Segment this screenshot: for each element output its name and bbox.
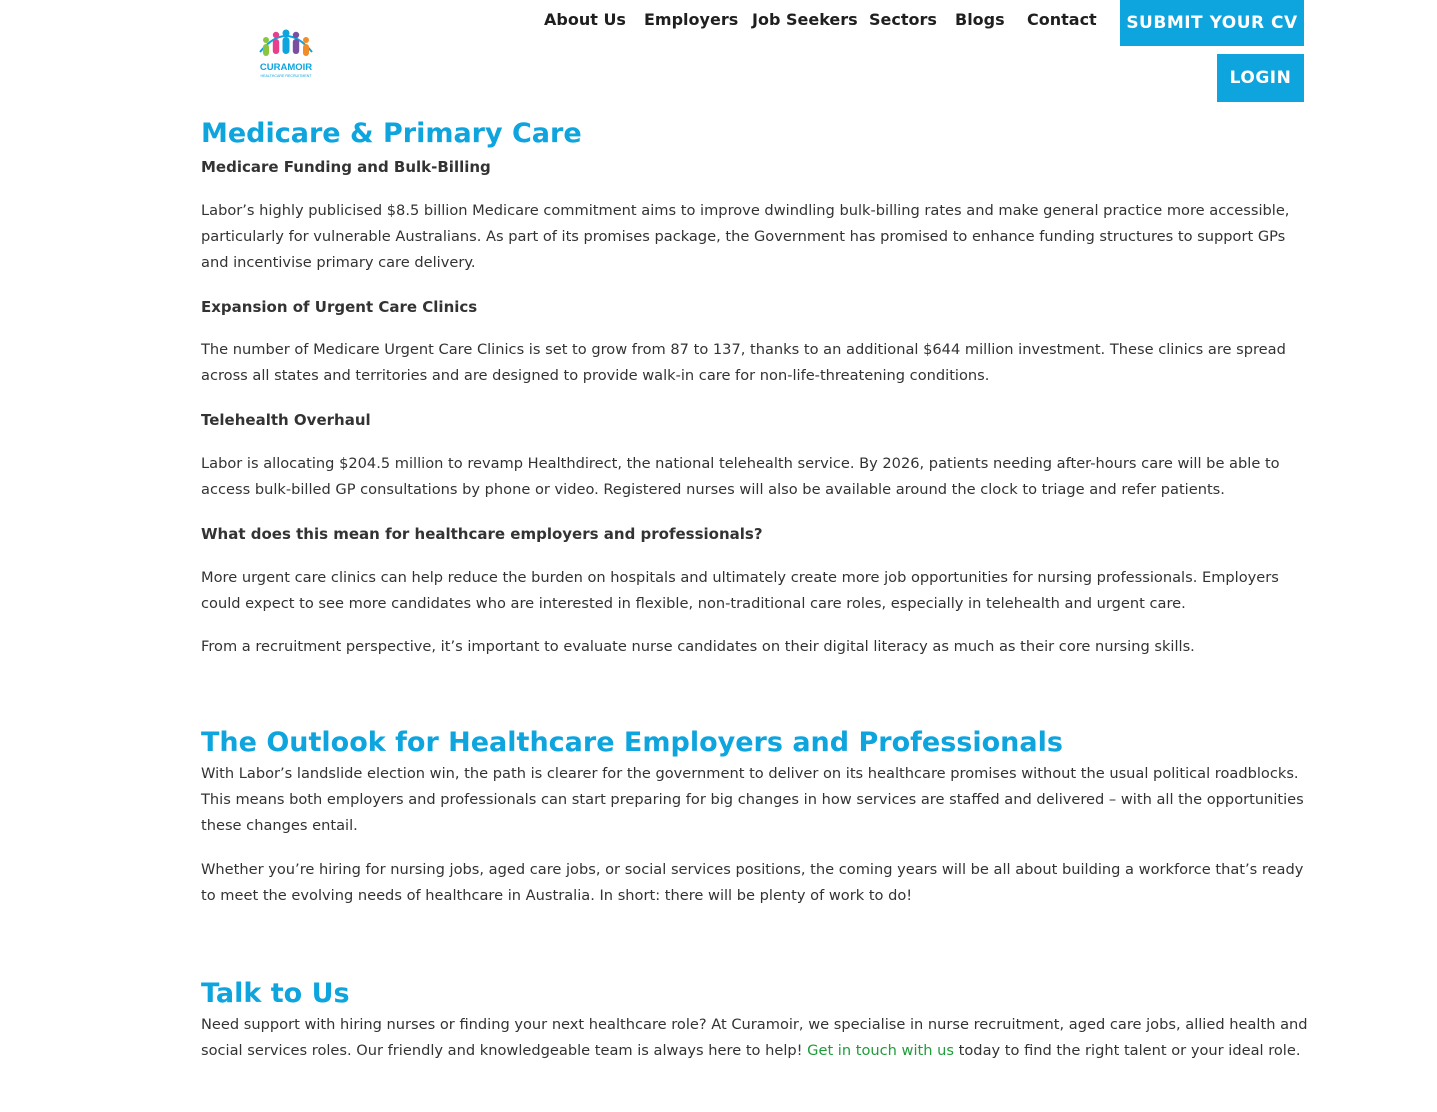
site-header — [0, 0, 1437, 110]
paragraph-outlook-1: With Labor’s landslide election win, the path is clearer for the government to deliver on its healthcare promises without the usual political roadblocks. This means both employers and professionals can start preparing for big changes in how services are staffed and delivered – with all the opportunities these changes entail. — [201, 765, 1304, 834]
article-content — [201, 112, 1313, 1064]
heading-talk-to-us: Talk to Us — [201, 978, 350, 1009]
nav-about-us[interactable]: About Us — [544, 10, 626, 29]
talk-text-after: today to find the right talent or your ideal role. — [954, 1042, 1301, 1059]
logo-text: CURAMOIR — [259, 62, 313, 73]
nav-sectors[interactable]: Sectors — [869, 10, 937, 29]
paragraph-recruitment-perspective: From a recruitment perspective, it’s important to evaluate nurse candidates on their digital literacy as much as their core nursing skills. — [201, 638, 1195, 655]
nav-employers[interactable]: Employers — [644, 10, 739, 29]
subheading-what-it-means: What does this mean for healthcare employers and professionals? — [201, 525, 763, 543]
nav-contact[interactable]: Contact — [1027, 10, 1097, 29]
paragraph-telehealth: Labor is allocating $204.5 million to revamp Healthdirect, the national telehealth service. By 2026, patients needing after-hours care will be able to access bulk-billed GP consultations by phone or video. Registered nurses will also be available around the clock to triage and refer patients. — [201, 455, 1280, 498]
curamoir-logo[interactable] — [252, 22, 320, 84]
nav-blogs[interactable]: Blogs — [955, 10, 1005, 29]
talk-text-before: Need support with hiring nurses or finding your next healthcare role? At Curamoir, we specialise in nurse recruitment, aged care jobs, allied health and social services roles. Our friendly and knowledgeable team is always here to help! — [201, 1016, 1308, 1059]
submit-cv-button[interactable]: SUBMIT YOUR CV — [1120, 0, 1304, 46]
subheading-telehealth: Telehealth Overhaul — [201, 411, 371, 429]
paragraph-talk-to-us — [201, 1012, 1313, 1064]
subheading-urgent-care: Expansion of Urgent Care Clinics — [201, 298, 478, 316]
paragraph-medicare-funding: Labor’s highly publicised $8.5 billion Medicare commitment aims to improve dwindling bulk-billing rates and make general practice more accessible, particularly for vulnerable Australians. As part of its promises package, the Government has promised to enhance funding structures to support GPs and incentivise primary care delivery. — [201, 202, 1290, 271]
paragraph-what-it-means: More urgent care clinics can help reduce the burden on hospitals and ultimately create more job opportunities for nursing professionals. Employers could expect to see more candidates who are interested in flexible, non-traditional care roles, especially in telehealth and urgent care. — [201, 569, 1279, 612]
login-button[interactable]: LOGIN — [1217, 54, 1304, 102]
heading-outlook: The Outlook for Healthcare Employers and Professionals — [201, 727, 1063, 758]
heading-medicare-primary-care: Medicare & Primary Care — [201, 118, 582, 149]
paragraph-outlook-2: Whether you’re hiring for nursing jobs, aged care jobs, or social services positions, the coming years will be all about building a workforce that’s ready to meet the evolving needs of healthcare in Australia. In short: there will be plenty of work to do! — [201, 861, 1304, 904]
paragraph-urgent-care: The number of Medicare Urgent Care Clinics is set to grow from 87 to 137, thanks to an additional $644 million investment. These clinics are spread across all states and territories and are designed to provide walk-in care for non-life-threatening conditions. — [201, 341, 1286, 384]
get-in-touch-link[interactable]: Get in touch with us — [807, 1042, 955, 1059]
subheading-medicare-funding: Medicare Funding and Bulk-Billing — [201, 158, 491, 176]
logo-graphic — [252, 22, 320, 84]
logo-subtext: HEALTHCARE RECRUITMENT — [260, 74, 312, 78]
nav-job-seekers[interactable]: Job Seekers — [752, 10, 858, 29]
